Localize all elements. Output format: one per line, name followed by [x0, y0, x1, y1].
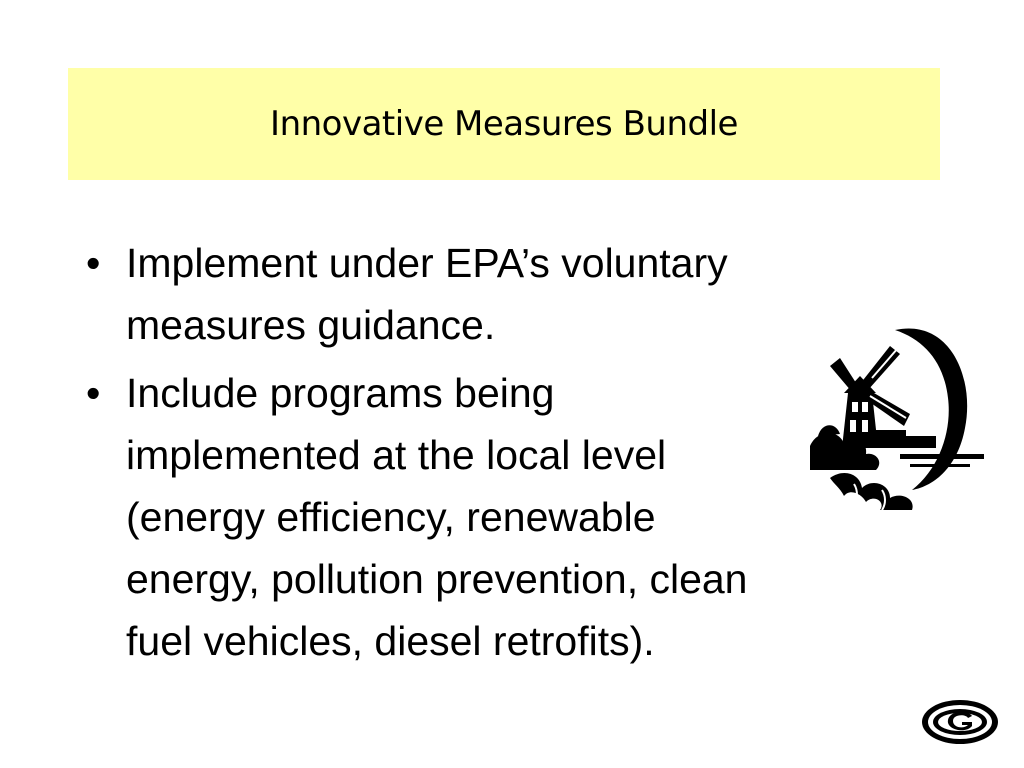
bullet-item	[86, 362, 916, 672]
slide-title: Innovative Measures Bundle	[270, 104, 738, 144]
bullet-marker: •	[86, 240, 101, 286]
bullet-list	[86, 232, 916, 678]
bullet-marker: •	[86, 370, 101, 416]
bullet-text: Include programs being implemented at the local level (energy efficiency, renewable energy, pollution prevention, clean fuel vehicles, diesel retrofits).	[126, 370, 748, 664]
bullet-item	[86, 232, 916, 356]
g-emblem-logo-icon	[920, 698, 1000, 746]
windmill-icon	[800, 318, 990, 518]
bullet-text: Implement under EPA’s voluntary measures guidance.	[126, 240, 728, 348]
